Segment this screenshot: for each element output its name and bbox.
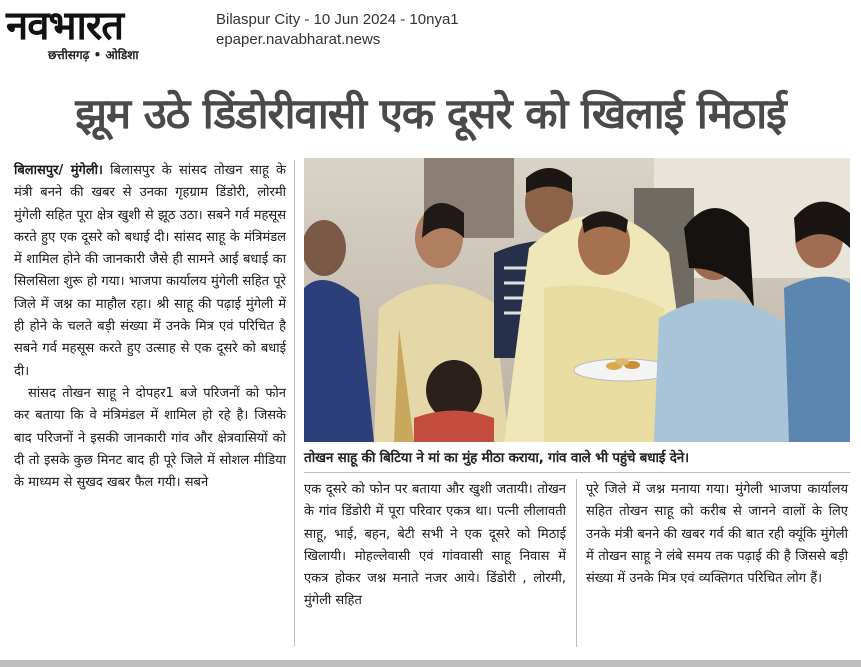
edition-line: Bilaspur City - 10 Jun 2024 - 10nya1 xyxy=(216,11,459,28)
page-bottom-bar xyxy=(0,660,861,667)
edition-info xyxy=(216,10,459,50)
article-column-2: एक दूसरे को फोन पर बताया और खुशी जतायी। तोखन के गांव डिंडोरी में पूरा परिवार एकत्र था। पत्नी लीलावती साहू, भाई, बहन, बेटी सभी ने एक दूसरे को मिठाई खिलायी। मोहल्लेवासी एवं गांववासी साहू निवास में एकत्र होकर जश्न मनाते नजर आये। डिंडोरी , लोरमी, मुंगेली सहित xyxy=(304,482,566,609)
logo-subtitle: छत्तीसगढ़ • ओडिशा xyxy=(48,48,139,62)
epaper-site-link[interactable]: epaper.navabharat.news xyxy=(216,31,381,48)
photo-caption: तोखन साहू की बिटिया ने मां का मुंह मीठा कराया, गांव वाले भी पहुंचे बधाई देने। xyxy=(304,450,689,466)
column-divider xyxy=(294,160,295,646)
column-divider-2 xyxy=(576,479,577,647)
article-column-3: पूरे जिले में जश्न मनाया गया। मुंगेली भाजपा कार्यालय सहित तोखन साहू को करीब से जानने वालों के लिए उनके मंत्री बनने की खबर गर्व की बात रही क्यूंकि मुंगेली में तोखन साहू ने लंबे समय तक पढ़ाई की है जिससे बड़ी संख्या में उनके मित्र एवं व्यक्तिगत परिचित लोग हैं। xyxy=(586,482,848,587)
photo-illustration xyxy=(304,158,850,442)
logo-text: नवभारत xyxy=(6,2,124,49)
news-photo xyxy=(304,158,850,442)
caption-rule xyxy=(304,472,850,473)
masthead xyxy=(0,0,861,78)
dateline: बिलासपुर/ मुंगेली। xyxy=(14,163,103,178)
article-headline: झूम उठे डिंडोरीवासी एक दूसरे को खिलाई मिठाई xyxy=(75,89,786,138)
article-paragraph-2: सांसद तोखन साहू ने दोपहर1 बजे परिजनों को फोन कर बताया कि वे मंत्रिमंडल में शामिल हो रहे है। जिसके बाद परिजनों ने इसकी जानकारी गांव और क्षेत्रवासियों को दी तो इसके कुछ मिनट बाद ही पूरे जिले में सोशल मीडिया के माध्यम से सुखद खबर फैल गयी। सबने xyxy=(14,385,286,491)
paragraph-1-text: बिलासपुर के सांसद तोखन साहू के मंत्री बनने की खबर से उनका गृहग्राम डिंडोरी, लोरमी मुंगेली सहित पूरा क्षेत्र खुशी से झूठ उठा। सबने गर्व महसूस करते हुए एक दूसरे को बधाई दी। सांसद साहू के मंत्रिमंडल में शामिल होने की जानकारी जैसे ही सामने आई बधाई का सिलसिला शुरू हो गया। भाजपा कार्यालय मुंगेली सहित पूरे जिले में जश्न का माहौल रहा। श्री साहू की पढ़ाई मुंगेली में ही होने के चलते बड़ी संख्या में उनके मित्र एवं परिचित है सबने गर्व महसूस करते हुए उत्साह से एक दूसरे को बधाई दी। xyxy=(14,163,287,379)
article-paragraph-1 xyxy=(14,160,286,383)
newspaper-logo[interactable] xyxy=(6,4,201,68)
article-column-1 xyxy=(14,160,286,644)
